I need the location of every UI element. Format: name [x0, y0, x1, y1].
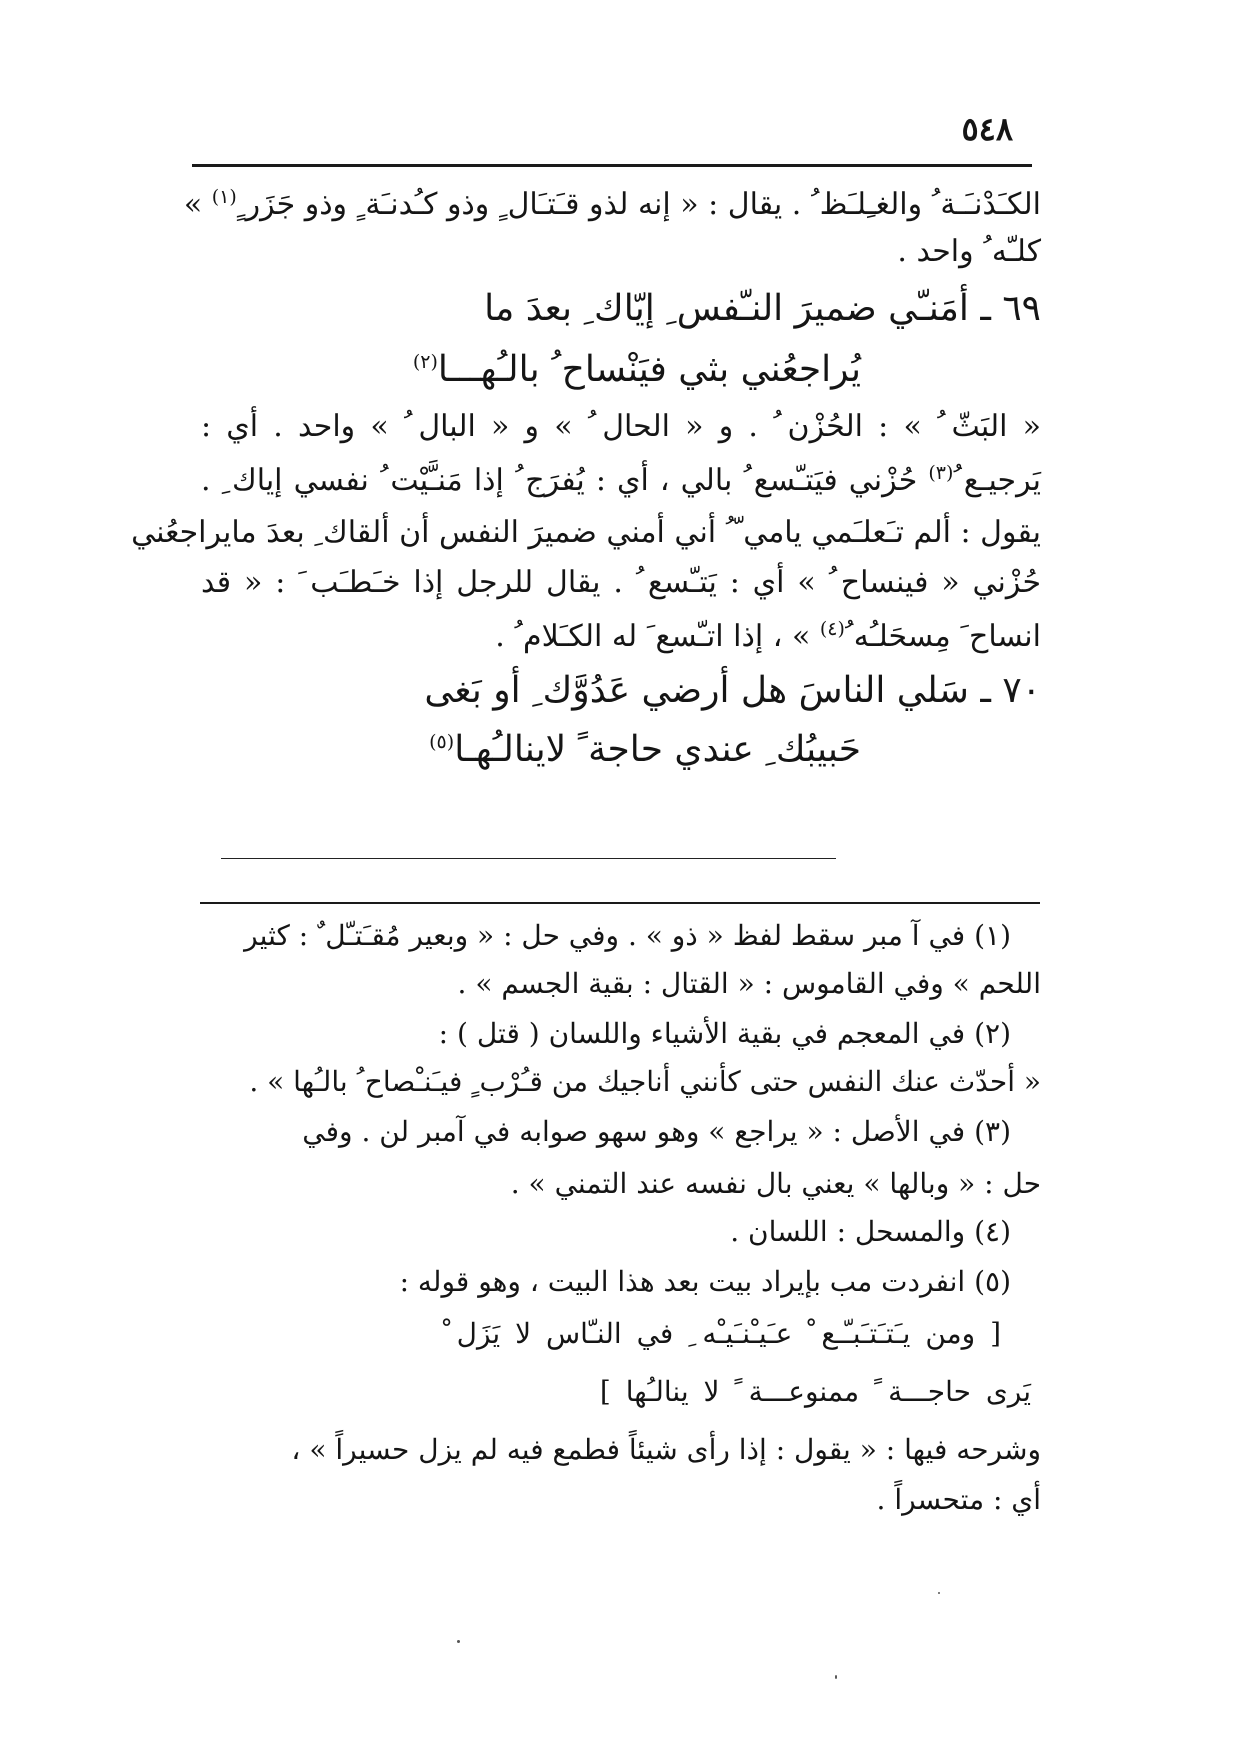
page-number: ٥٤٨: [961, 110, 1013, 148]
body-line-9: انساح َ مِسحَلـُه ُ$^{(٤)}$ » ، إذا اتـّسع َ له الكـَلام ُ .: [495, 618, 1041, 654]
footnote-marker: (٥): [429, 731, 455, 753]
footnote-3-line-2: حل : « وبالها » يعني بال نفسه عند التمني » .: [510, 1167, 1041, 1200]
footnote-rule: [200, 902, 1040, 904]
header-rule: [192, 164, 1032, 167]
body-line-5: « البَثّ ُ » : الحُزْن ُ . و « الحال ُ » و « البال ُ » واحد . أي :: [201, 409, 1041, 444]
scan-speck: [835, 1675, 837, 1679]
footnote-5-verse-first-hemistich: [ ومن يـَتـَتـَبـّـع ْ عـَيـْنـَيـْه ِ في النـّاس لا يَزَل ْ: [442, 1317, 1001, 1350]
verse-69-second-hemistich: يُراجعُني بثي فيَنْساح ُ بالـُهـــا$^{(٢)}$: [412, 349, 861, 390]
scan-speck: [938, 1592, 940, 1594]
verse-70-second-hemistich: حَبيبُك ِ عندي حاجة ً لاينالـُهـا$^{(٥)}$: [429, 729, 861, 770]
footnote-marker: (٢): [412, 351, 438, 373]
footnote-marker: (٤): [819, 618, 845, 640]
footnote-4: (٤) والمسحل : اللسان .: [730, 1215, 1011, 1248]
body-line-7: يقول : ألم تـَعلـَمي يامي ّ ُ أني أمني ضميرَ النفس أن ألقاك ِ بعدَ مايراجعُني: [131, 515, 1041, 550]
body-line-1: الكـَدْنـَـة ُ والغـِلـَظ ُ . يقال : « إنه لذو قـَتـَال ٍ وذو كـُدنـَة ٍ وذو جَزَر ٍ$^{(١)}$ »: [183, 186, 1041, 222]
footnote-5-line-1: (٥) انفردت مب بإيراد بيت بعد هذا البيت ، وهو قوله :: [399, 1265, 1011, 1298]
verse-70-first-hemistich: ٧٠ ـ سَلي الناسَ هل أرضي عَدُوَّك ِ أو بَغى: [424, 670, 1041, 711]
scan-speck: [457, 1640, 460, 1643]
footnote-1-line-1: (١) في آ مبر سقط لفظ « ذو » . وفي حل : « وبعير مُقـَتـّل ٌ : كثير: [244, 919, 1011, 952]
body-line-2: كلـّه ُ واحد .: [897, 234, 1041, 269]
footnote-5-commentary-line-2: أي : متحسراً .: [876, 1483, 1041, 1516]
body-line-6: يَرجيـع ُ$^{(٣)}$ حُزْني فيَتـّسع ُ بالي ، أي : يُفرَج ُ إذا مَنـَّيْت ُ نفسي إياك ِ .: [201, 462, 1042, 498]
verse-underline: [221, 858, 836, 859]
footnote-5-verse-second-hemistich: يَرى حاجـــة ً ممنوعـــة ً لا ينالـُها ]: [599, 1375, 1031, 1408]
footnote-5-commentary-line-1: وشرحه فيها : « يقول : إذا رأى شيئاً فطمع فيه لم يزل حسيراً » ،: [291, 1433, 1041, 1466]
footnote-3-line-1: (٣) في الأصل : « يراجع » وهو سهو صوابه في آمبر لن . وفي: [302, 1115, 1011, 1148]
footnote-1-line-2: اللحم » وفي القاموس : « القتال : بقية الجسم » .: [457, 967, 1041, 1000]
footnote-marker: (٣): [928, 462, 954, 484]
footnote-2-line-1: (٢) في المعجم في بقية الأشياء واللسان ( قتل ) :: [438, 1017, 1011, 1050]
body-line-8: حُزْني « فينساح ُ » أي : يَتـّسع ُ . يقال للرجل إذا خـَطـَب َ : « قد: [201, 565, 1041, 600]
footnote-marker: (١): [211, 186, 237, 208]
footnote-2-quoted-verse: « أحدّث عنك النفس حتى كأنني أناجيك من قـُرْب ٍ فيـَنـْصاح ُ بالـُها » .: [249, 1065, 1041, 1098]
verse-69-first-hemistich: ٦٩ ـ أمَنـّي ضميرَ النـّفس ِ إيّاك ِ بعدَ ما: [484, 288, 1041, 329]
